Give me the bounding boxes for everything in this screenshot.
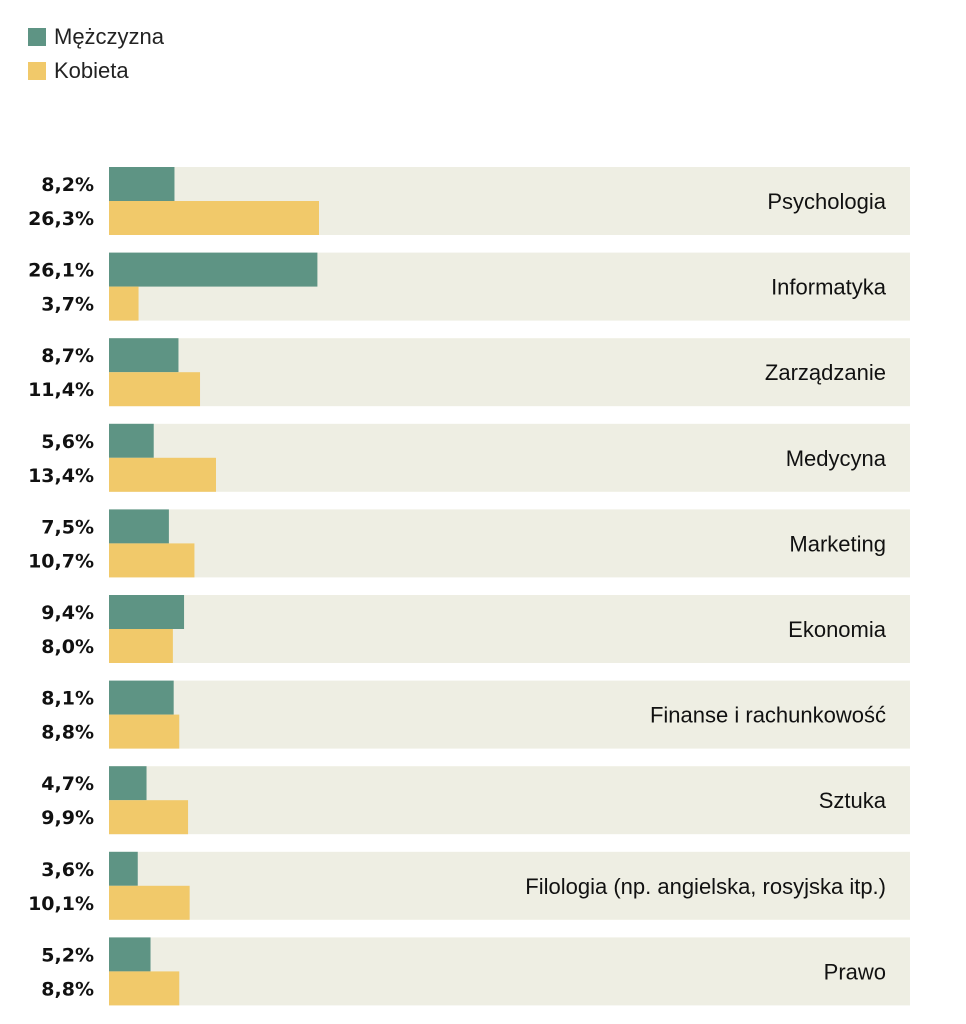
category-label: Ekonomia <box>788 617 886 642</box>
bar-women <box>109 372 200 406</box>
category-label: Sztuka <box>818 788 886 814</box>
bar-men <box>109 766 147 800</box>
bar-men <box>109 681 174 715</box>
value-label-women: 13,4% <box>28 464 94 487</box>
bar-men <box>109 253 317 287</box>
category-label: Medycyna <box>785 445 886 471</box>
category-label: Zarządzanie <box>764 360 886 386</box>
value-label-women: 8,8% <box>41 978 94 1001</box>
value-label-men: 4,7% <box>41 773 94 796</box>
value-label-men: 5,6% <box>41 430 94 453</box>
bar-women <box>109 458 216 492</box>
category-label: Psychologia <box>767 189 886 214</box>
value-label-women: 8,0% <box>41 636 94 658</box>
bar-women <box>109 715 179 749</box>
row-background <box>109 766 910 834</box>
value-label-women: 11,4% <box>28 379 94 402</box>
bar-women <box>109 886 190 920</box>
bar-women <box>109 201 319 235</box>
value-label-men: 3,6% <box>41 858 94 881</box>
category-label: Marketing <box>789 531 886 557</box>
value-label-women: 9,9% <box>41 807 94 830</box>
value-label-men: 26,1% <box>28 259 94 282</box>
value-label-men: 5,2% <box>41 944 94 967</box>
value-label-men: 9,4% <box>41 602 94 624</box>
value-label-women: 3,7% <box>41 293 94 316</box>
bar-men <box>109 852 138 886</box>
category-label: Finanse i rachunkowość <box>649 702 886 728</box>
value-label-women: 10,1% <box>28 892 94 915</box>
row-background <box>109 937 910 1005</box>
bar-men <box>109 595 184 629</box>
value-label-men: 7,5% <box>41 516 94 539</box>
bar-women <box>109 800 188 834</box>
bar-women <box>109 971 179 1005</box>
bar-men <box>109 509 169 543</box>
category-label: Prawo <box>823 959 886 985</box>
value-label-men: 8,7% <box>41 345 94 368</box>
value-label-women: 8,8% <box>41 721 94 744</box>
bar-men <box>109 167 174 201</box>
bar-women <box>109 543 194 577</box>
bar-men <box>109 937 151 971</box>
bar-men <box>109 424 154 458</box>
value-label-women: 10,7% <box>28 550 94 573</box>
category-label: Filologia (np. angielska, rosyjska itp.) <box>525 873 886 899</box>
legend-label-women: Kobieta <box>54 58 129 83</box>
legend-label-men: Mężczyzna <box>54 24 165 49</box>
bar-women <box>109 287 139 321</box>
value-label-women: 26,3% <box>28 208 94 230</box>
bar-men <box>109 338 178 372</box>
value-label-men: 8,2% <box>41 174 94 196</box>
bar-women <box>109 629 173 663</box>
value-label-men: 8,1% <box>41 687 94 710</box>
category-label: Informatyka <box>771 274 886 300</box>
